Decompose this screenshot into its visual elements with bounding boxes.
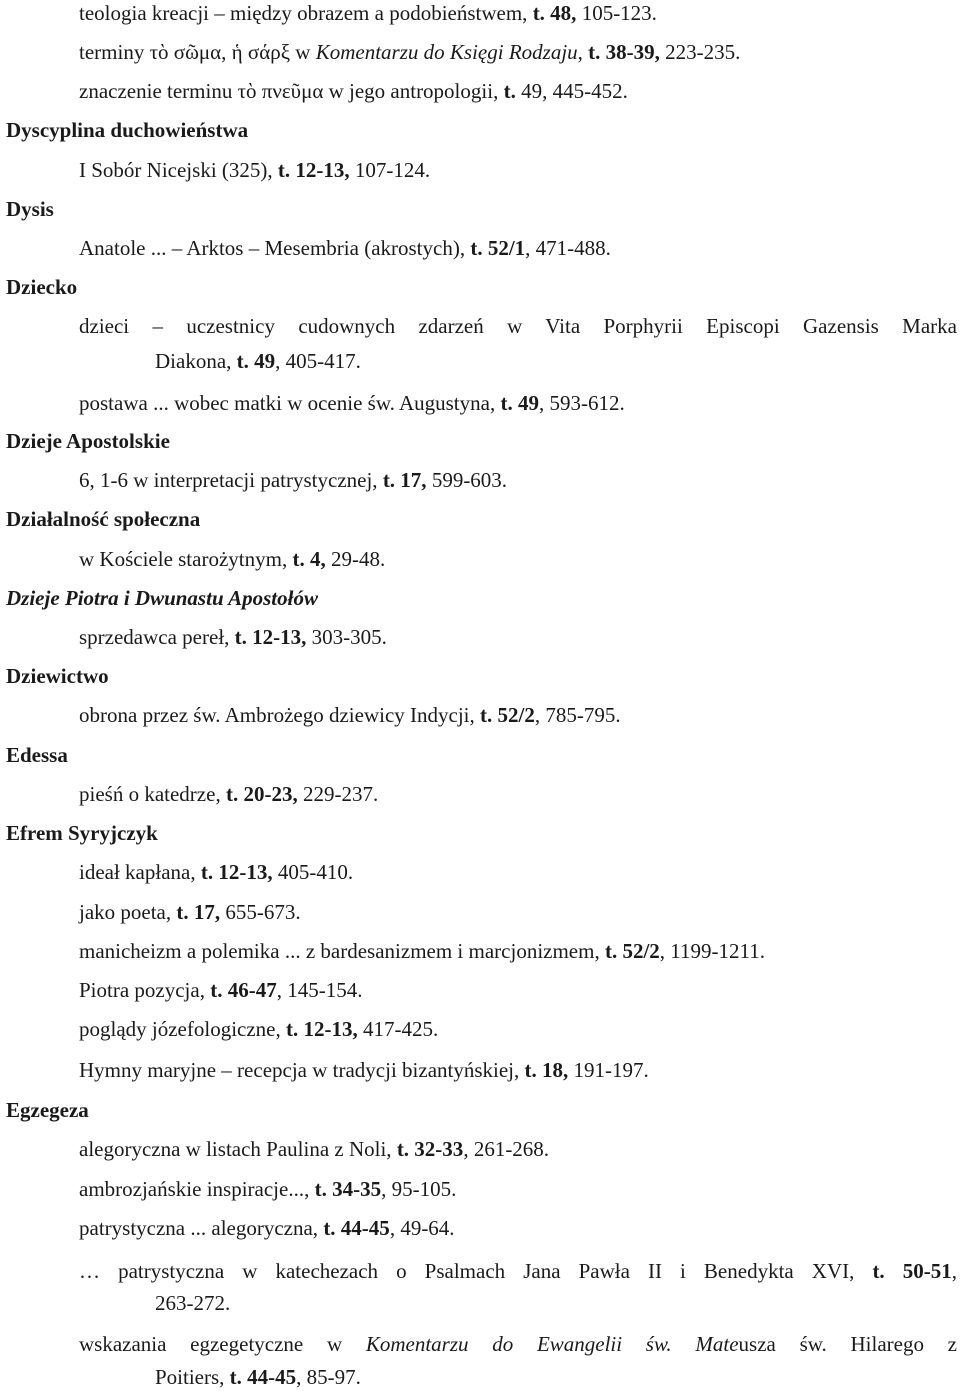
- index-entry: [79, 0, 657, 26]
- entry-text: , 1199-1211.: [659, 939, 765, 963]
- volume-ref: t. 4,: [292, 547, 326, 571]
- index-entry: [79, 859, 353, 885]
- entry-text: postawa ... wobec matki w ocenie św. Augustyna,: [79, 391, 501, 415]
- entry-text: pieśń o katedrze,: [79, 782, 226, 806]
- volume-ref: t.: [503, 79, 516, 103]
- volume-ref: t. 49: [236, 349, 276, 373]
- volume-ref: t. 46-47: [210, 978, 277, 1002]
- volume-ref: t. 50-51: [872, 1259, 952, 1283]
- entry-text: jako poeta,: [79, 900, 177, 924]
- index-entry: [79, 467, 507, 493]
- index-entry: [79, 1331, 957, 1357]
- entry-text: , 471-488.: [525, 236, 611, 260]
- index-entry: [79, 977, 362, 1003]
- entry-text: 229-237.: [297, 782, 379, 806]
- entry-text: Dzieje Apostolskie: [6, 429, 170, 453]
- entry-text: patrystyczna ... alegoryczna,: [79, 1216, 324, 1240]
- index-entry: [79, 157, 430, 183]
- index-entry: [79, 235, 611, 261]
- index-entry: [79, 1016, 438, 1042]
- volume-ref: t. 44-45: [323, 1216, 390, 1240]
- entry-text: ,: [951, 1259, 957, 1283]
- entry-text: , 261-268.: [463, 1137, 550, 1161]
- entry-text: Efrem Syryjczyk: [6, 821, 158, 845]
- volume-ref: t. 12-13,: [234, 625, 307, 649]
- index-entry: [79, 78, 628, 104]
- entry-text: ideał kapłana,: [79, 860, 201, 884]
- entry-text: 29-48.: [325, 547, 386, 571]
- index-entry: [79, 1258, 957, 1284]
- volume-ref: t. 20-23,: [225, 782, 298, 806]
- entry-text: poglądy józefologiczne,: [79, 1017, 287, 1041]
- index-heading: [6, 1097, 89, 1123]
- index-entry: [79, 624, 387, 650]
- entry-text: , 49-64.: [389, 1216, 455, 1240]
- index-entry: [79, 39, 740, 65]
- entry-text: znaczenie terminu τὸ πνεῦμα w jego antropologii,: [79, 79, 504, 103]
- index-heading: [6, 585, 318, 611]
- entry-text: alegoryczna w listach Paulina z Noli,: [79, 1137, 397, 1161]
- entry-text: sprzedawca pereł,: [79, 625, 235, 649]
- volume-ref: t. 49: [500, 391, 539, 415]
- entry-text: Dzieje Piotra i Dwunastu Apostołów: [6, 586, 318, 610]
- entry-text: 655-673.: [220, 900, 301, 924]
- volume-ref: t. 32-33: [396, 1137, 464, 1161]
- entry-text: Działalność społeczna: [6, 507, 201, 531]
- volume-ref: t. 52/2: [480, 703, 535, 727]
- volume-ref: t. 12-13,: [286, 1017, 358, 1041]
- index-heading: [6, 196, 54, 222]
- volume-ref: t. 52/1: [470, 236, 526, 260]
- volume-ref: t. 12-13,: [277, 158, 350, 182]
- index-heading: [6, 506, 200, 532]
- entry-text: ambrozjańskie inspiracje...,: [79, 1177, 315, 1201]
- entry-text: 599-603.: [426, 468, 508, 492]
- volume-ref: t. 48,: [532, 1, 577, 25]
- entry-text: … patrystyczna w katechezach o Psalmach Jana Pawła II i Benedykta XVI,: [79, 1259, 873, 1283]
- index-heading: [6, 274, 77, 300]
- index-heading: [6, 428, 170, 454]
- entry-text: Dyscyplina duchowieństwa: [6, 118, 249, 142]
- volume-ref: t. 18,: [524, 1058, 569, 1082]
- index-heading: [6, 117, 248, 143]
- volume-ref: t. 34-35: [314, 1177, 382, 1201]
- index-heading: [6, 820, 158, 846]
- index-entry: [155, 1290, 230, 1316]
- volume-ref: t. 38-39,: [588, 40, 660, 64]
- entry-text: , 95-105.: [381, 1177, 457, 1201]
- entry-text: Komentarzu do Księgi Rodzaju: [315, 40, 578, 64]
- entry-text: Dysis: [6, 197, 54, 221]
- index-entry: [79, 702, 621, 728]
- entry-text: 263-272.: [155, 1291, 231, 1315]
- entry-text: Dziewictwo: [6, 664, 109, 688]
- entry-text: I Sobór Nicejski (325),: [79, 158, 278, 182]
- entry-text: obrona przez św. Ambrożego dziewicy Indycji,: [79, 703, 480, 727]
- entry-text: Dziecko: [6, 275, 78, 299]
- entry-text: , 145-154.: [276, 978, 363, 1002]
- index-entry: [79, 899, 301, 925]
- entry-text: Komentarzu do Ewangelii św. Mate: [365, 1332, 739, 1356]
- volume-ref: t. 44-45: [229, 1365, 297, 1389]
- entry-text: , 785-795.: [534, 703, 621, 727]
- entry-text: , 593-612.: [538, 391, 625, 415]
- entry-text: ,: [577, 40, 589, 64]
- entry-text: dzieci – uczestnicy cudownych zdarzeń w Vita Porphyrii Episcopi Gazensis Marka: [79, 314, 957, 338]
- entry-text: w Kościele starożytnym,: [79, 547, 293, 571]
- index-entry: [79, 938, 765, 964]
- index-entry: [79, 1215, 455, 1241]
- entry-text: Anatole ... – Arktos – Mesembria (akrostych),: [79, 236, 471, 260]
- entry-text: 405-410.: [272, 860, 354, 884]
- entry-text: , 405-417.: [275, 349, 361, 373]
- entry-text: 191-197.: [568, 1058, 649, 1082]
- index-entry: [79, 390, 625, 416]
- entry-text: 49, 445-452.: [515, 79, 628, 103]
- index-entry: [79, 546, 385, 572]
- entry-text: Egzegeza: [6, 1098, 89, 1122]
- index-entry: [79, 313, 957, 339]
- index-entry: [79, 1176, 456, 1202]
- entry-text: , 85-97.: [296, 1365, 361, 1389]
- entry-text: 303-305.: [306, 625, 387, 649]
- index-entry: [79, 1136, 549, 1162]
- index-entry: [155, 1364, 361, 1390]
- entry-text: manicheizm a polemika ... z bardesanizmem i marcjonizmem,: [79, 939, 605, 963]
- entry-text: 105-123.: [576, 1, 657, 25]
- entry-text: 6, 1-6 w interpretacji patrystycznej,: [79, 468, 383, 492]
- entry-text: wskazania egzegetyczne w: [79, 1332, 366, 1356]
- entry-text: terminy τὸ σῶμα, ἡ σάρξ w: [79, 40, 316, 64]
- index-entry: [79, 1057, 649, 1083]
- entry-text: usza św. Hilarego z: [738, 1332, 958, 1356]
- index-heading: [6, 663, 109, 689]
- entry-text: Piotra pozycja,: [79, 978, 211, 1002]
- volume-ref: t. 52/2: [604, 939, 660, 963]
- index-entry: [79, 781, 378, 807]
- entry-text: Edessa: [6, 743, 68, 767]
- entry-text: teologia kreacji – między obrazem a podobieństwem,: [79, 1, 533, 25]
- index-heading: [6, 742, 68, 768]
- entry-text: 417-425.: [357, 1017, 439, 1041]
- entry-text: 223-235.: [659, 40, 741, 64]
- volume-ref: t. 17,: [382, 468, 427, 492]
- entry-text: Poitiers,: [155, 1365, 230, 1389]
- index-entry: [155, 348, 361, 374]
- volume-ref: t. 17,: [176, 900, 221, 924]
- entry-text: Diakona,: [155, 349, 237, 373]
- entry-text: Hymny maryjne – recepcja w tradycji bizantyńskiej,: [79, 1058, 525, 1082]
- volume-ref: t. 12-13,: [200, 860, 273, 884]
- entry-text: 107-124.: [349, 158, 431, 182]
